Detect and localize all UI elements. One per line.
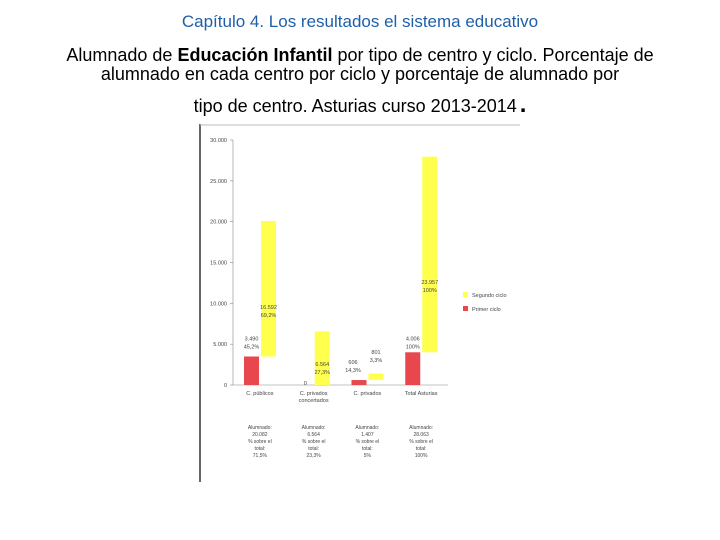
category-footnote: total: bbox=[254, 446, 266, 452]
category-footnote: % sobre el bbox=[409, 439, 433, 445]
bar-segundo-ciclo bbox=[315, 331, 330, 385]
data-label-primer: 100% bbox=[405, 344, 420, 351]
chart-title bbox=[44, 46, 676, 84]
category-footnote: 23,3% bbox=[306, 453, 321, 459]
title-line3-text: tipo de centro. Asturias curso 2013-2014 bbox=[193, 96, 517, 116]
bar-primer-ciclo bbox=[405, 352, 420, 385]
category-footnote: % sobre el bbox=[355, 439, 380, 445]
x-category-label: C. públicos bbox=[246, 391, 274, 397]
legend-label: Primer ciclo bbox=[472, 307, 501, 313]
x-category-label: concertados bbox=[298, 398, 329, 404]
category-footnote: total: bbox=[308, 446, 320, 452]
data-label-segundo: 16.592 bbox=[260, 305, 277, 312]
data-label-primer: 45,2% bbox=[243, 344, 260, 351]
data-label-segundo: 801 bbox=[371, 349, 381, 356]
category-footnote: 28.063 bbox=[413, 432, 429, 438]
x-category-label: C. privados bbox=[299, 391, 328, 397]
bar-chart bbox=[198, 124, 520, 482]
x-category-label: Total Asturias bbox=[404, 391, 438, 397]
y-tick-label: 5.000 bbox=[213, 342, 227, 349]
bar-primer-ciclo bbox=[352, 380, 367, 385]
category-footnote: Alumnado: bbox=[247, 425, 272, 431]
category-footnote: 6.564 bbox=[307, 432, 320, 438]
data-label-segundo: 23.957 bbox=[421, 279, 439, 286]
chart-area bbox=[198, 124, 520, 482]
data-label-segundo: 6.564 bbox=[315, 362, 330, 369]
y-tick-label: 0 bbox=[223, 383, 227, 389]
category-footnote: Alumnado: bbox=[301, 425, 326, 431]
legend-swatch bbox=[463, 292, 468, 297]
y-tick-label: 15.000 bbox=[210, 260, 227, 267]
title-bold: Educación Infantil bbox=[177, 45, 333, 65]
category-footnote: % sobre el bbox=[248, 439, 272, 445]
title-dot: . bbox=[519, 91, 527, 118]
category-footnote: % sobre el bbox=[301, 439, 326, 445]
data-label-primer: 0 bbox=[303, 381, 307, 387]
data-label-segundo: 100% bbox=[422, 287, 437, 294]
category-footnote: 1.407 bbox=[361, 432, 374, 438]
bar-segundo-ciclo bbox=[261, 221, 276, 357]
x-category-label: C. privados bbox=[353, 391, 382, 397]
data-label-primer: 3.490 bbox=[244, 336, 259, 343]
y-tick-label: 10.000 bbox=[210, 301, 227, 308]
data-label-primer: 14,3% bbox=[345, 368, 361, 375]
category-footnote: Alumnado: bbox=[355, 425, 380, 431]
data-label-segundo: 27,3% bbox=[314, 370, 331, 377]
data-label-segundo: 69,2% bbox=[260, 313, 277, 320]
y-tick-label: 30.000 bbox=[210, 138, 227, 144]
bar-segundo-ciclo bbox=[369, 374, 384, 381]
category-footnote: total: bbox=[361, 446, 373, 452]
y-tick-label: 20.000 bbox=[210, 219, 227, 226]
category-footnote: Alumnado: bbox=[409, 425, 434, 431]
title-part1: Alumnado de bbox=[66, 45, 178, 65]
y-tick-label: 25.000 bbox=[210, 178, 227, 185]
title-part2: por tipo de centro y ciclo. Porcentaje de alumnado en cada centro por ciclo y porcentaje de alumnado por bbox=[100, 45, 654, 84]
bar-primer-ciclo bbox=[244, 356, 259, 385]
category-footnote: 20.082 bbox=[252, 432, 268, 438]
title-line3 bbox=[0, 91, 720, 119]
legend-label: Segundo ciclo bbox=[472, 293, 507, 299]
category-footnote: total: bbox=[415, 446, 427, 452]
bar-segundo-ciclo bbox=[422, 157, 437, 353]
category-footnote: 5% bbox=[363, 453, 371, 459]
legend-swatch bbox=[463, 306, 468, 311]
chapter-subtitle: Capítulo 4. Los resultados el sistema educativo bbox=[181, 12, 539, 31]
category-footnote: 100% bbox=[414, 453, 428, 459]
data-label-primer: 606 bbox=[348, 360, 358, 367]
category-footnote: 71,5% bbox=[252, 453, 267, 459]
data-label-segundo: 3,3% bbox=[369, 357, 383, 364]
data-label-primer: 4.006 bbox=[405, 336, 420, 343]
